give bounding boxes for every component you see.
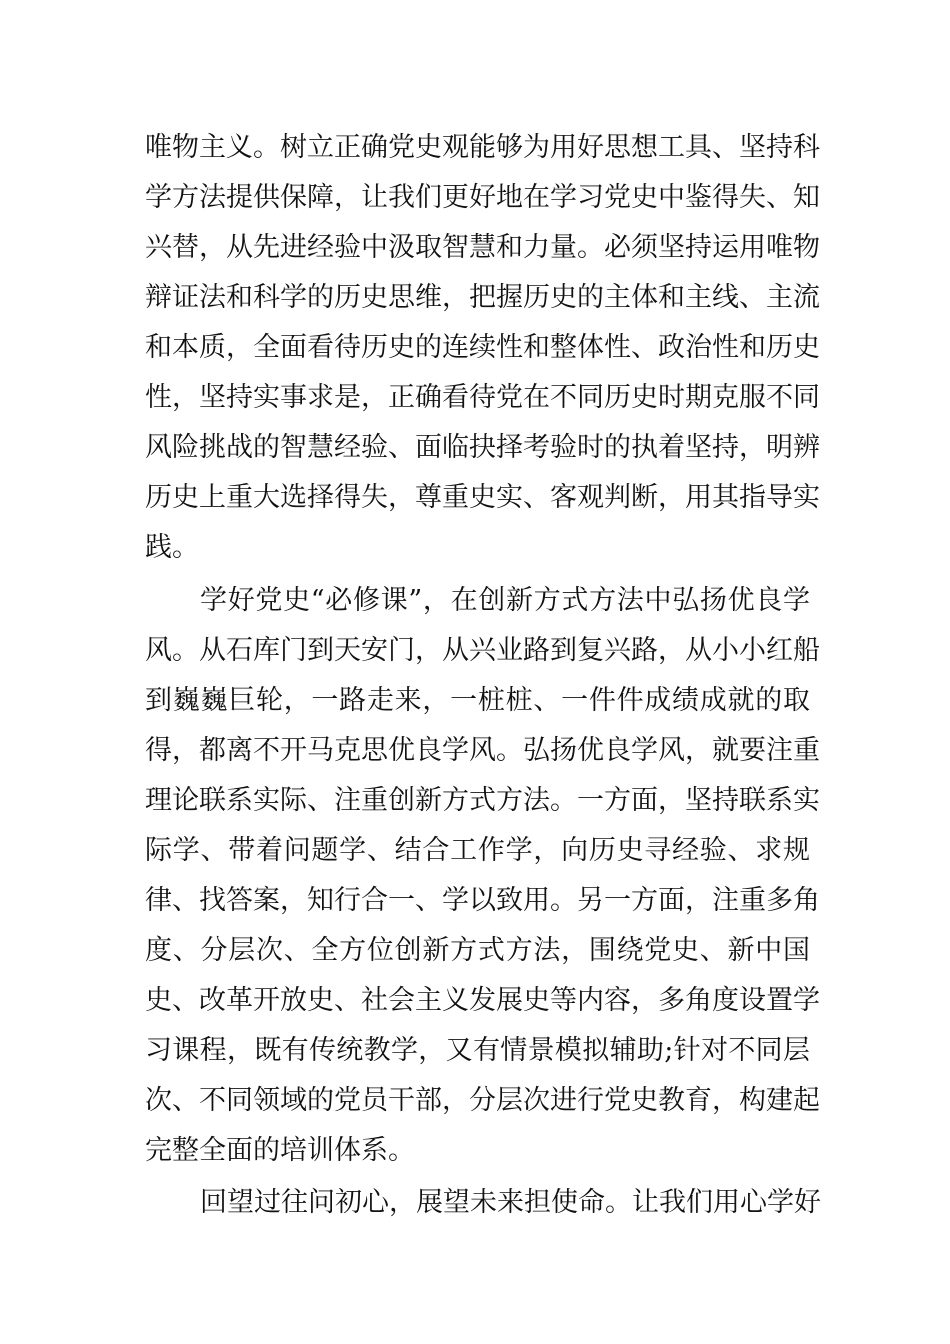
text-line: 得，都离不开马克思优良学风。弘扬优良学风，就要注重 <box>145 735 820 766</box>
text-line: 历史上重大选择得失，尊重史实、客观判断，用其指导实 <box>145 482 820 513</box>
text-line: 辩证法和科学的历史思维，把握历史的主体和主线、主流 <box>145 282 820 313</box>
text-line: 习课程，既有传统教学，又有情景模拟辅助;针对不同层 <box>145 1035 810 1066</box>
text-line: 践。 <box>145 532 199 563</box>
text-line: 学好党史“必修课”，在创新方式方法中弘扬优良学 <box>200 585 810 616</box>
text-line: 风险挑战的智慧经验、面临抉择考验时的执着坚持，明辨 <box>145 432 820 463</box>
text-line: 完整全面的培训体系。 <box>145 1135 415 1166</box>
text-line: 兴替，从先进经验中汲取智慧和力量。必须坚持运用唯物 <box>145 232 820 263</box>
text-line: 际学、带着问题学、结合工作学，向历史寻经验、求规 <box>145 835 810 866</box>
text-line: 风。从石库门到天安门，从兴业路到复兴路，从小小红船 <box>145 635 820 666</box>
text-line: 回望过往问初心，展望未来担使命。让我们用心学好 <box>200 1187 821 1218</box>
text-line: 史、改革开放史、社会主义发展史等内容，多角度设置学 <box>145 985 820 1016</box>
text-line: 唯物主义。树立正确党史观能够为用好思想工具、坚持科 <box>145 132 820 163</box>
text-line: 学方法提供保障，让我们更好地在学习党史中鉴得失、知 <box>145 182 820 213</box>
text-line: 度、分层次、全方位创新方式方法，围绕党史、新中国 <box>145 935 810 966</box>
text-line: 和本质，全面看待历史的连续性和整体性、政治性和历史 <box>145 332 820 363</box>
text-line: 到巍巍巨轮，一路走来，一桩桩、一件件成绩成就的取 <box>145 685 810 716</box>
text-line: 理论联系实际、注重创新方式方法。一方面，坚持联系实 <box>145 785 820 816</box>
text-line: 性，坚持实事求是，正确看待党在不同历史时期克服不同 <box>145 382 820 413</box>
text-line: 律、找答案，知行合一、学以致用。另一方面，注重多角 <box>145 885 820 916</box>
text-line: 次、不同领域的党员干部，分层次进行党史教育，构建起 <box>145 1085 820 1116</box>
